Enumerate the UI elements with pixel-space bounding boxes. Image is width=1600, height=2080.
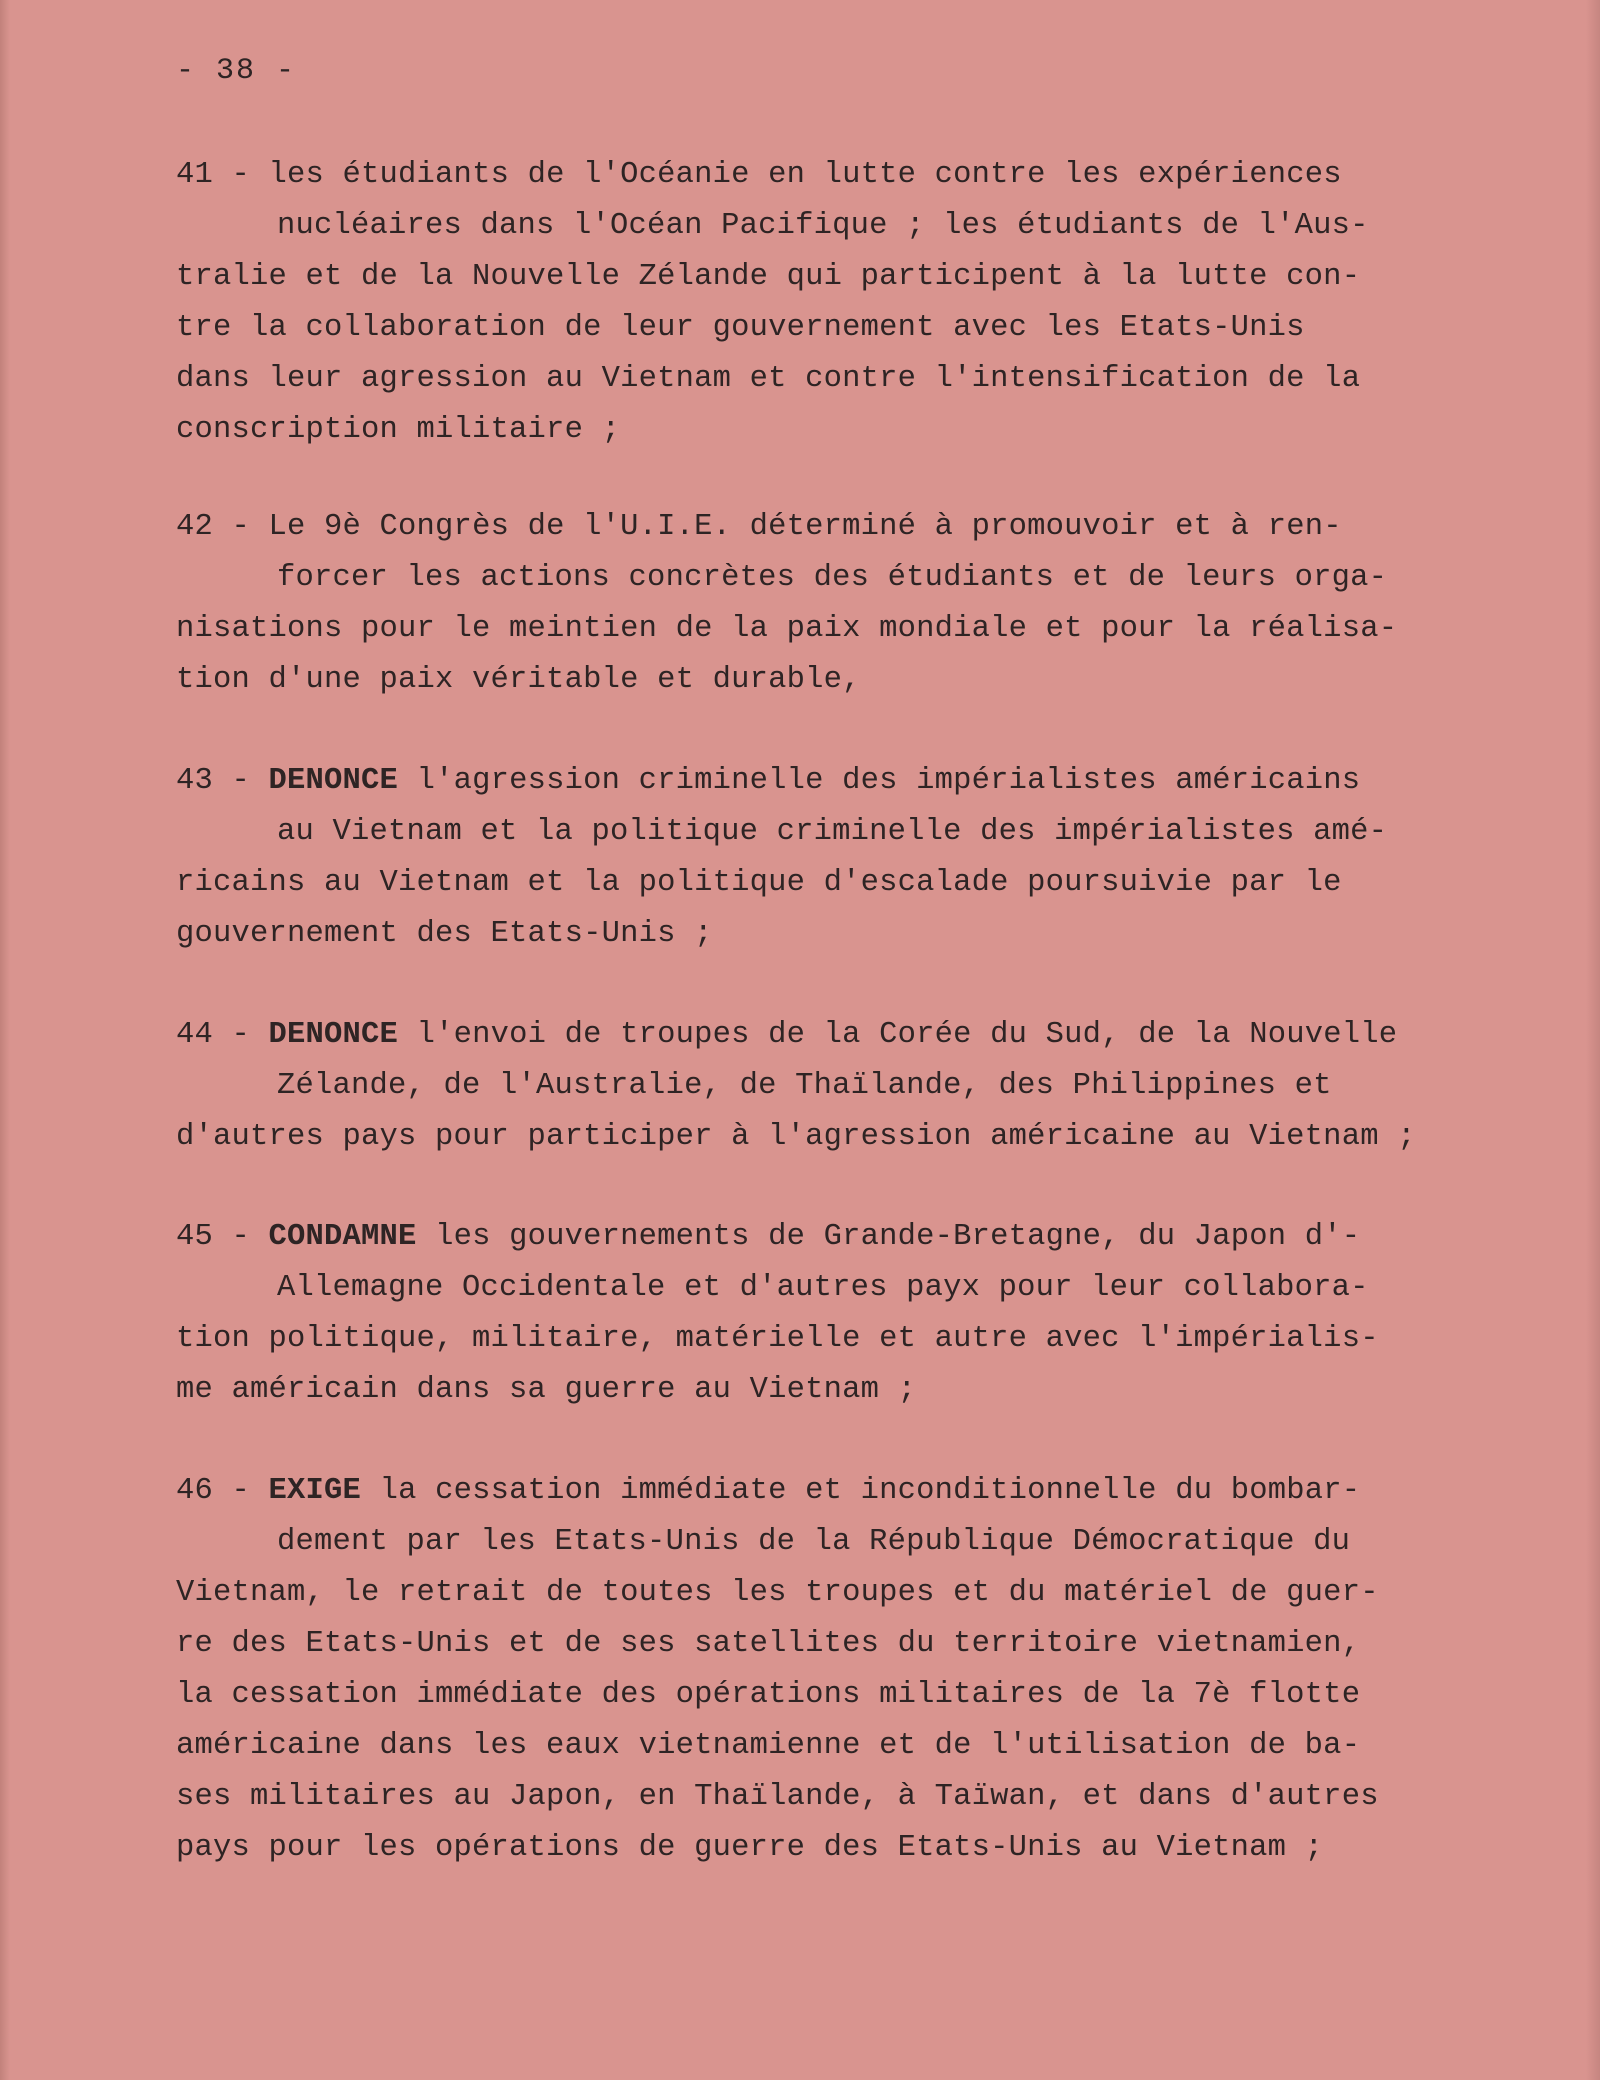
paragraph-line: 42 - Le 9è Congrès de l'U.I.E. déterminé à promouvoir et à ren- xyxy=(176,510,1342,544)
paragraph-number: 43 xyxy=(176,764,214,798)
paragraph-line: re des Etats-Unis et de ses satellites du territoire vietnamien, xyxy=(176,1627,1361,1661)
paragraph-line: ricains au Vietnam et la politique d'escalade poursuivie par le xyxy=(176,866,1342,900)
paragraph-42 xyxy=(176,502,1536,706)
paragraph-line: Zélande, de l'Australie, de Thaïlande, des Philippines et xyxy=(277,1069,1332,1103)
paragraph-line: Vietnam, le retrait de toutes les troupes et du matériel de guer- xyxy=(176,1576,1379,1610)
paragraph-keyword: EXIGE xyxy=(268,1474,362,1508)
paragraph-line: me américain dans sa guerre au Vietnam ; xyxy=(176,1373,917,1407)
paragraph-45 xyxy=(176,1212,1536,1416)
paragraph-line: tre la collaboration de leur gouvernement avec les Etats-Unis xyxy=(176,311,1305,345)
paragraph-46 xyxy=(176,1466,1536,1874)
paragraph-line: dans leur agression au Vietnam et contre l'intensification de la xyxy=(176,362,1361,396)
paragraph-41 xyxy=(176,150,1536,456)
paragraph-number: 41 xyxy=(176,158,214,192)
paragraph-43 xyxy=(176,756,1536,960)
paragraph-number: 42 xyxy=(176,510,214,544)
paragraph-line: tralie et de la Nouvelle Zélande qui participent à la lutte con- xyxy=(176,260,1361,294)
paragraph-line: américaine dans les eaux vietnamienne et de l'utilisation de ba- xyxy=(176,1729,1361,1763)
paragraph-line: forcer les actions concrètes des étudiants et de leurs orga- xyxy=(277,561,1388,595)
page-number: - 38 - xyxy=(176,54,297,88)
paragraph-line: tion politique, militaire, matérielle et autre avec l'impérialis- xyxy=(176,1322,1379,1356)
paragraph-number: 44 xyxy=(176,1018,214,1052)
paragraph-line: d'autres pays pour participer à l'agression américaine au Vietnam ; xyxy=(176,1120,1416,1154)
paragraph-line: 44 - DENONCE l'envoi de troupes de la Corée du Sud, de la Nouvelle xyxy=(176,1018,1398,1052)
paragraph-line: 41 - les étudiants de l'Océanie en lutte contre les expériences xyxy=(176,158,1342,192)
paragraph-line: dement par les Etats-Unis de la République Démocratique du xyxy=(277,1525,1351,1559)
paragraph-line: nisations pour le meintien de la paix mondiale et pour la réalisa- xyxy=(176,612,1398,646)
paragraph-line: pays pour les opérations de guerre des Etats-Unis au Vietnam ; xyxy=(176,1831,1324,1865)
paragraph-line: ses militaires au Japon, en Thaïlande, à Taïwan, et dans d'autres xyxy=(176,1780,1379,1814)
paragraph-keyword: DENONCE xyxy=(268,764,399,798)
paragraph-line: Allemagne Occidentale et d'autres payx pour leur collabora- xyxy=(277,1271,1369,1305)
paragraph-number: 46 xyxy=(176,1474,214,1508)
paragraph-number: 45 xyxy=(176,1220,214,1254)
paragraph-line: nucléaires dans l'Océan Pacifique ; les étudiants de l'Aus- xyxy=(277,209,1369,243)
paragraph-line: au Vietnam et la politique criminelle des impérialistes amé- xyxy=(277,815,1388,849)
paragraph-line: tion d'une paix véritable et durable, xyxy=(176,663,861,697)
paragraph-line: conscription militaire ; xyxy=(176,413,621,447)
paragraph-line: gouvernement des Etats-Unis ; xyxy=(176,917,713,951)
paragraph-line: 43 - DENONCE l'agression criminelle des impérialistes américains xyxy=(176,764,1361,798)
paragraph-line: 46 - EXIGE la cessation immédiate et inconditionnelle du bombar- xyxy=(176,1474,1361,1508)
paragraph-line: 45 - CONDAMNE les gouvernements de Grande-Bretagne, du Japon d'- xyxy=(176,1220,1361,1254)
paragraph-line: la cessation immédiate des opérations militaires de la 7è flotte xyxy=(176,1678,1361,1712)
paragraph-keyword: CONDAMNE xyxy=(268,1220,417,1254)
paragraph-keyword: DENONCE xyxy=(268,1018,399,1052)
paragraph-44 xyxy=(176,1010,1536,1163)
